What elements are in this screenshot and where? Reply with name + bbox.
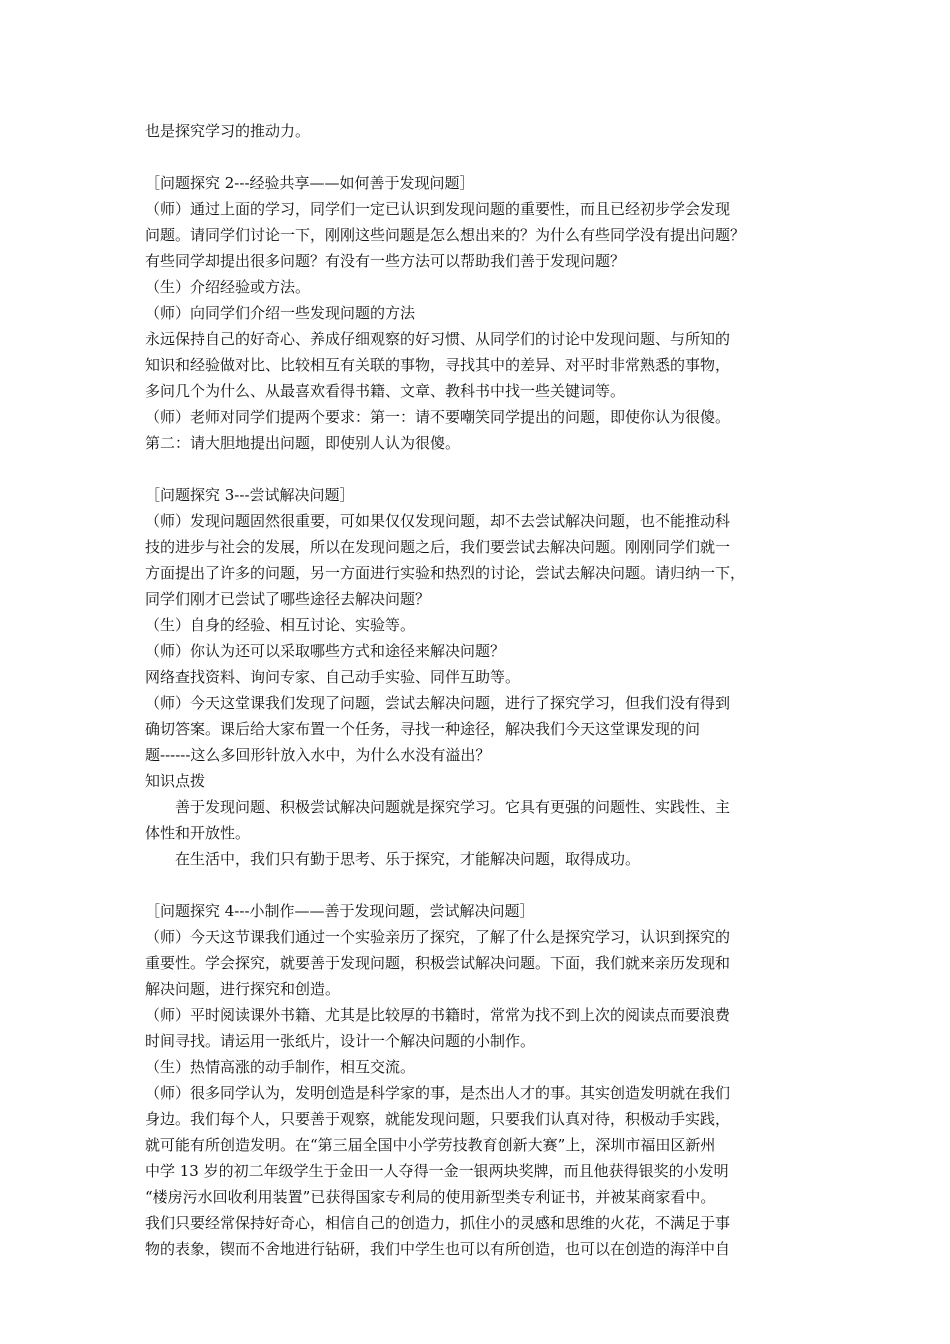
text-line: 重要性。学会探究，就要善于发现问题，积极尝试解决问题。下面，我们就来亲历发现和 <box>145 954 731 972</box>
text-line: 也是探究学习的推动力。 <box>145 122 311 140</box>
text-line: “楼房污水回收利用装置”已获得国家专利局的使用新型类专利证书，并被某商家看中。 <box>145 1188 716 1206</box>
text-line: （师）发现问题固然很重要，可如果仅仅发现问题，却不去尝试解决问题，也不能推动科 <box>145 512 731 530</box>
text-line: 方面提出了许多的问题，另一方面进行实验和热烈的讨论，尝试去解决问题。请归纳一下， <box>145 564 746 582</box>
text-line: 我们只要经常保持好奇心，相信自己的创造力，抓住小的灵感和思维的火花，不满足于事 <box>145 1214 731 1232</box>
text-line: 问题。请同学们讨论一下，刚刚这些问题是怎么想出来的？为什么有些同学没有提出问题？ <box>145 226 746 244</box>
text-line: （生）自身的经验、相互讨论、实验等。 <box>145 616 416 634</box>
text-line: （师）老师对同学们提两个要求：第一：请不要嘲笑同学提出的问题，即使你认为很傻。 <box>145 408 731 426</box>
text-line: （师）今天这节课我们通过一个实验亲历了探究，了解了什么是探究学习，认识到探究的 <box>145 928 731 946</box>
text-line: 就可能有所创造发明。在“第三届全国中小学劳技教育创新大赛”上，深圳市福田区新州 <box>145 1136 716 1154</box>
text-line: 技的进步与社会的发展，所以在发现问题之后，我们要尝试去解决问题。刚刚同学们就一 <box>145 538 731 556</box>
text-line: （师）平时阅读课外书籍、尤其是比较厚的书籍时，常常为找不到上次的阅读点而要浪费 <box>145 1006 731 1024</box>
text-line: （师）通过上面的学习，同学们一定已认识到发现问题的重要性，而且已经初步学会发现 <box>145 200 731 218</box>
text-line: 体性和开放性。 <box>145 824 251 842</box>
text-line: 知识和经验做对比、比较相互有关联的事物，寻找其中的差异、对平时非常熟悉的事物， <box>145 356 731 374</box>
section-heading: ［问题探究 4---小制作——善于发现问题，尝试解决问题］ <box>145 902 535 920</box>
text-line: （师）你认为还可以采取哪些方式和途径来解决问题？ <box>145 642 506 660</box>
text-line: （师）今天这堂课我们发现了问题，尝试去解决问题，进行了探究学习，但我们没有得到 <box>145 694 731 712</box>
text-line: 解决问题，进行探究和创造。 <box>145 980 341 998</box>
text-line: （师）很多同学认为，发明创造是科学家的事，是杰出人才的事。其实创造发明就在我们 <box>145 1084 731 1102</box>
text-line: 第二：请大胆地提出问题，即使别人认为很傻。 <box>145 434 461 452</box>
text-line: 物的表象，锲而不舍地进行钻研，我们中学生也可以有所创造，也可以在创造的海洋中自 <box>145 1240 731 1258</box>
text-line: 在生活中，我们只有勤于思考、乐于探究，才能解决问题，取得成功。 <box>175 850 641 868</box>
blank-line <box>145 456 815 482</box>
blank-line <box>145 144 815 170</box>
section-heading: ［问题探究 3---尝试解决问题］ <box>145 486 355 504</box>
text-line: 网络查找资料、询问专家、自己动手实验、同伴互助等。 <box>145 668 521 686</box>
document-page <box>145 118 815 1262</box>
blank-line <box>145 872 815 898</box>
text-line: （生）热情高涨的动手制作，相互交流。 <box>145 1058 416 1076</box>
text-line: 题------这么多回形针放入水中，为什么水没有溢出？ <box>145 746 491 764</box>
text-line: 永远保持自己的好奇心、养成仔细观察的好习惯、从同学们的讨论中发现问题、与所知的 <box>145 330 731 348</box>
section-heading: ［问题探究 2---经验共享——如何善于发现问题］ <box>145 174 475 192</box>
text-line: 多问几个为什么、从最喜欢看得书籍、文章、教科书中找一些关键词等。 <box>145 382 626 400</box>
text-line: （师）向同学们介绍一些发现问题的方法 <box>145 304 416 322</box>
text-line: （生）介绍经验或方法。 <box>145 278 311 296</box>
text-line: 有些同学却提出很多问题？有没有一些方法可以帮助我们善于发现问题？ <box>145 252 626 270</box>
text-line: 时间寻找。请运用一张纸片，设计一个解决问题的小制作。 <box>145 1032 536 1050</box>
text-line: 确切答案。课后给大家布置一个任务，寻找一种途径，解决我们今天这堂课发现的问 <box>145 720 701 738</box>
text-line: 善于发现问题、积极尝试解决问题就是探究学习。它具有更强的问题性、实践性、主 <box>175 798 731 816</box>
text-line: 身边。我们每个人，只要善于观察，就能发现问题，只要我们认真对待，积极动手实践， <box>145 1110 731 1128</box>
text-line: 中学 13 岁的初二年级学生于金田一人夺得一金一银两块奖牌，而且他获得银奖的小发明 <box>145 1162 729 1180</box>
subheading: 知识点拨 <box>145 772 206 790</box>
text-line: 同学们刚才已尝试了哪些途径去解决问题？ <box>145 590 431 608</box>
